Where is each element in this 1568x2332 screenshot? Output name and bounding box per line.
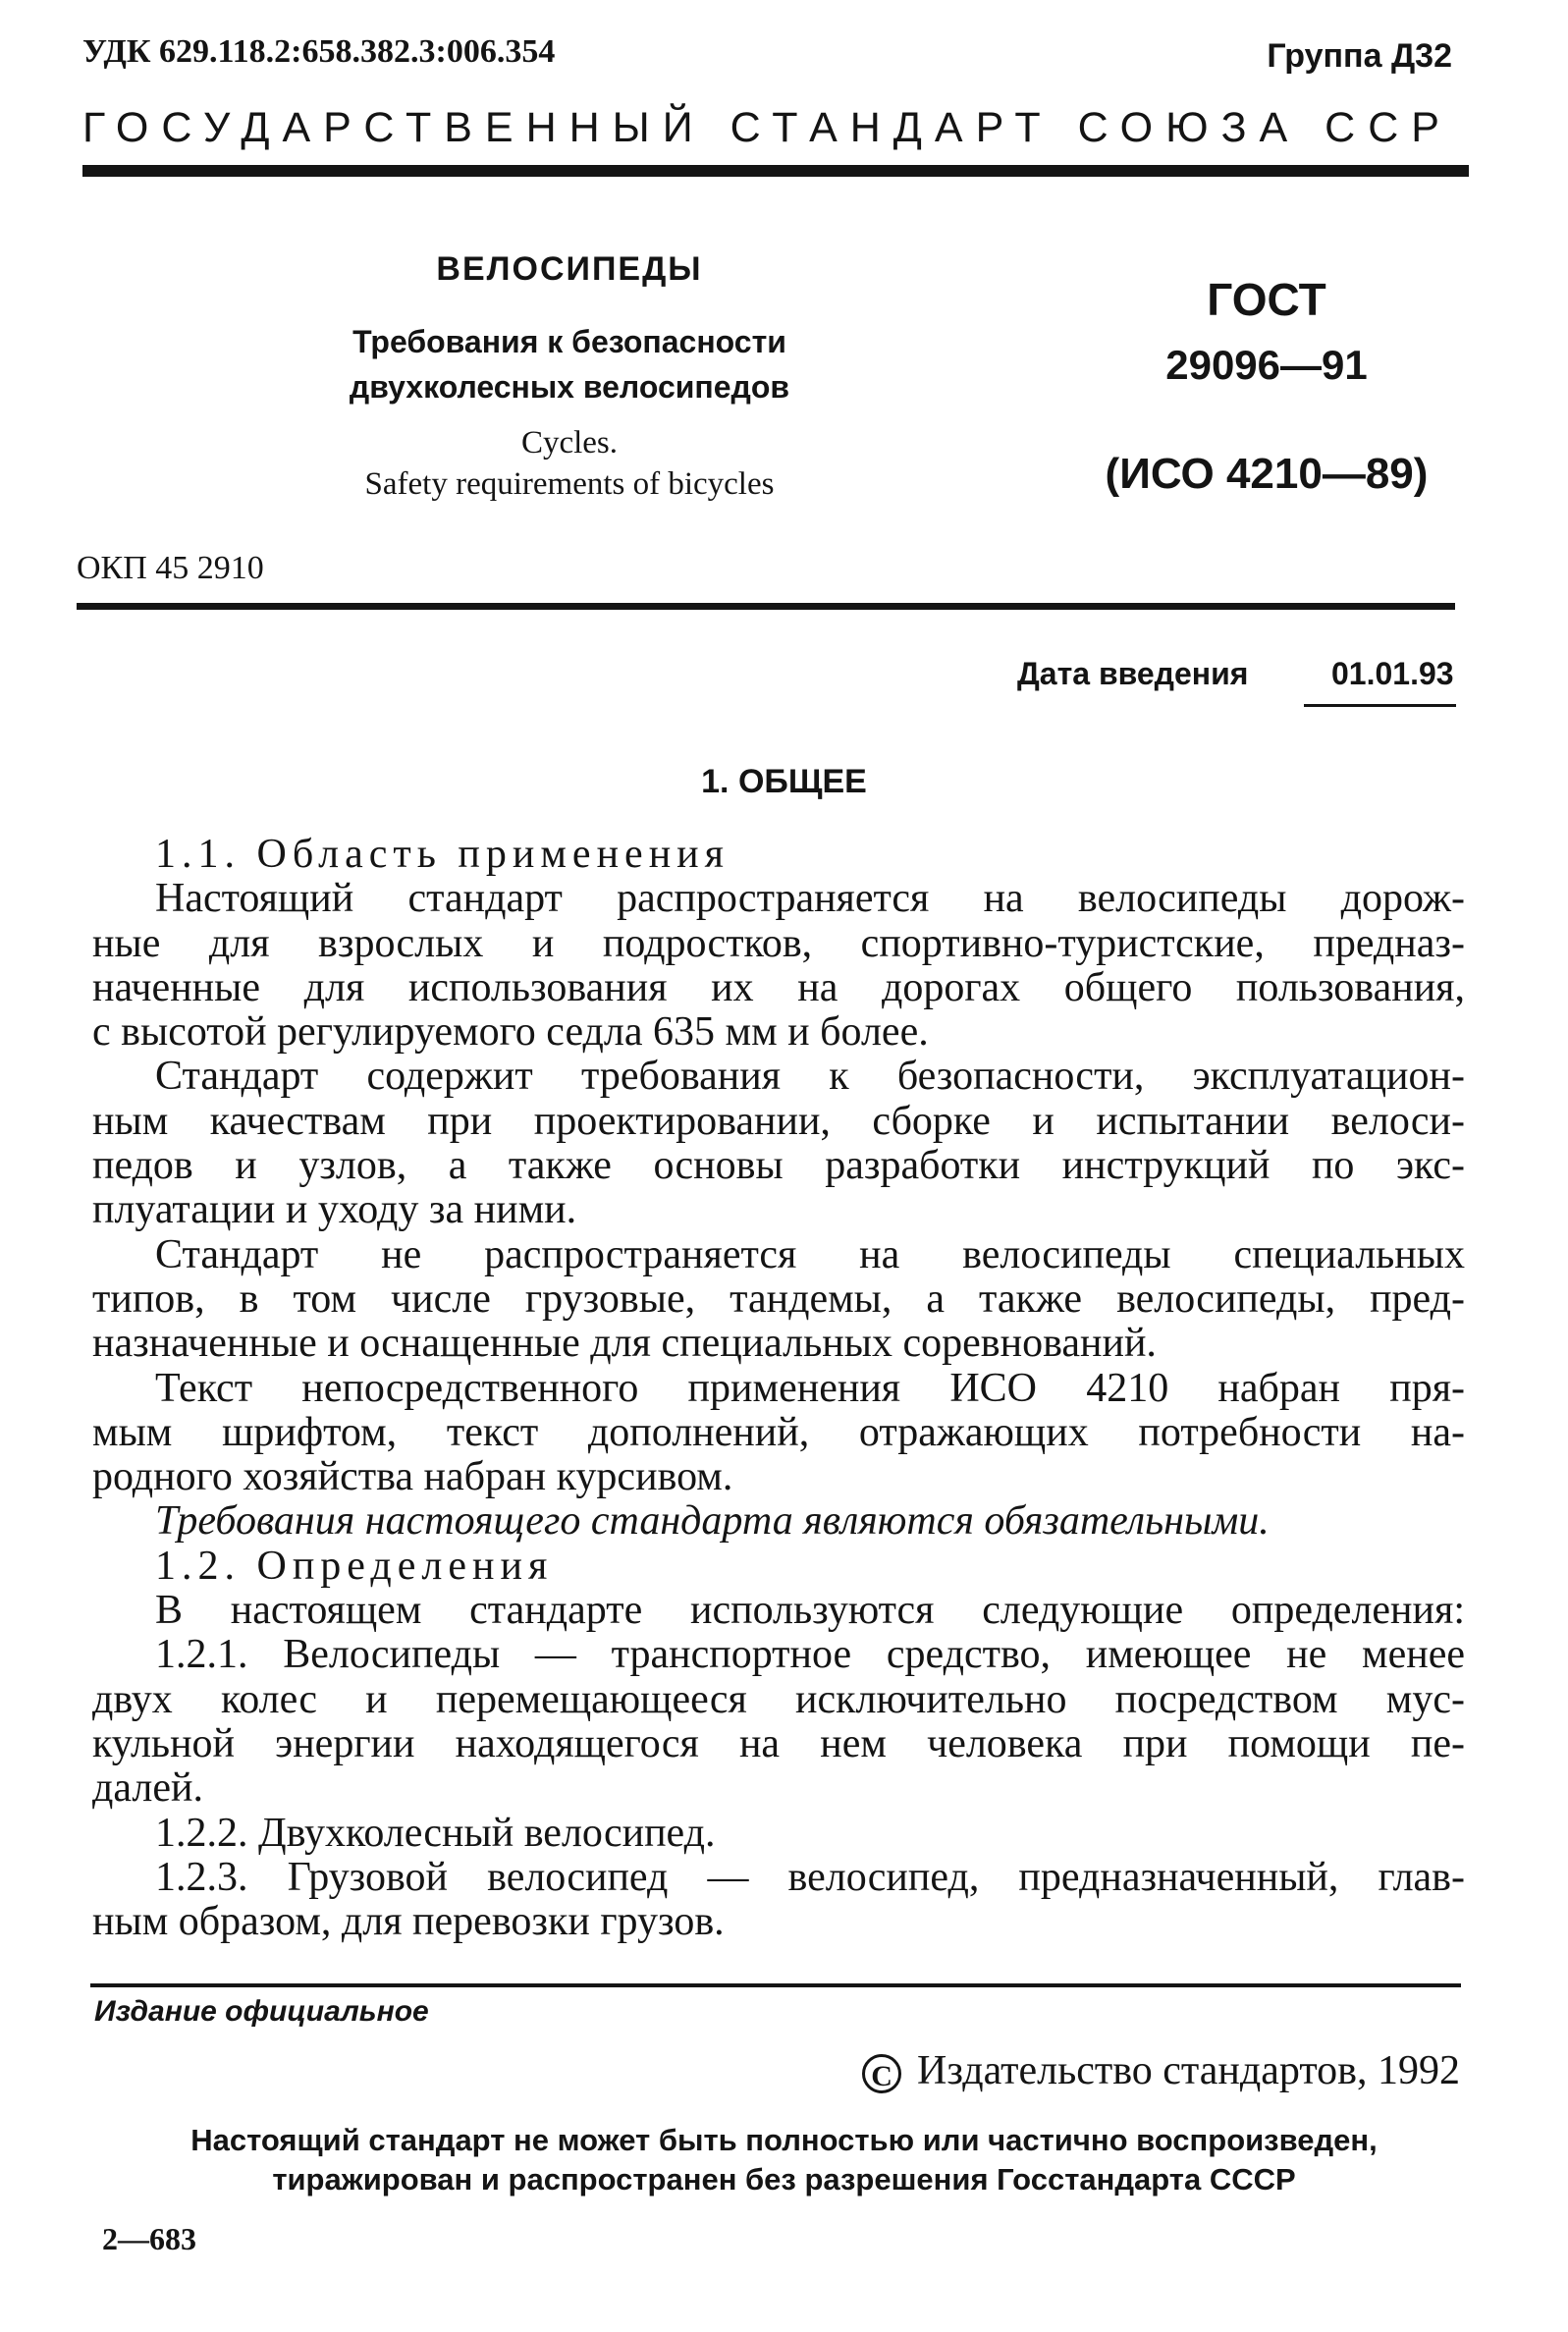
reproduction-notice: [0, 2121, 1568, 2199]
paragraph-line: ным качествам при проектировании, сборке и испытании велоси-: [92, 1098, 1465, 1144]
paragraph-line: Стандарт не распространяется на велосипеды специальных: [155, 1231, 1465, 1277]
paragraph-line: наченные для использования их на дорогах общего пользования,: [92, 964, 1465, 1010]
okp-code: ОКП 45 2910: [77, 550, 264, 586]
state-standard-banner: ГОСУДАРСТВЕННЫЙ СТАНДАРТ СОЮЗА ССР: [82, 104, 1452, 151]
group-code: Группа Д32: [1267, 37, 1452, 75]
paragraph-line: ным образом, для перевозки грузов.: [92, 1899, 725, 1945]
english-title: [314, 422, 825, 505]
copyright: [862, 2047, 1460, 2094]
intro-date-value: 01.01.93: [1331, 656, 1454, 691]
copyright-icon: C: [862, 2054, 901, 2093]
gost-label: ГОСТ: [1207, 274, 1326, 325]
page-code: 2—683: [102, 2221, 196, 2256]
subsection-heading: 1.1. Область применения: [155, 832, 730, 877]
paragraph-line: плуатации и уходу за ними.: [92, 1187, 577, 1233]
subsection-heading: 1.2. Определения: [155, 1543, 554, 1589]
paragraph-line: ные для взрослых и подростков, спортивно-туристские, предназ-: [92, 920, 1465, 966]
subtitle-line: двухколесных велосипедов: [349, 369, 790, 405]
paragraph-line: родного хозяйства набран курсивом.: [92, 1454, 733, 1500]
paragraph-line: мым шрифтом, текст дополнений, отражающих потребности на-: [92, 1409, 1465, 1455]
copyright-text: Издательство стандартов, 1992: [917, 2048, 1460, 2093]
doc-title: ВЕЛОСИПЕДЫ: [436, 250, 703, 288]
intro-date-label: Дата введения: [1017, 656, 1249, 691]
paragraph-line: Текст непосредственного применения ИСО 4210 набран пря-: [155, 1365, 1465, 1411]
paragraph-line: Настоящий стандарт распространяется на велосипеды дорож-: [155, 876, 1465, 922]
paragraph-line: Стандарт содержит требования к безопасности, эксплуатацион-: [155, 1054, 1465, 1100]
edition-label: Издание официальное: [94, 1995, 429, 2028]
body-text: [92, 832, 1465, 1945]
paragraph-line: В настоящем стандарте используются следующие определения:: [155, 1588, 1465, 1634]
subtitle-line: Требования к безопасности: [352, 324, 786, 359]
paragraph-line: назначенные и оснащенные для специальных соревнований.: [92, 1321, 1157, 1367]
udk-code: УДК 629.118.2:658.382.3:006.354: [82, 33, 556, 70]
header-thick-rule: [82, 165, 1469, 177]
paragraph-line: двух колес и перемещающееся исключительно посредством мус-: [92, 1676, 1465, 1722]
english-title-line: Safety requirements of bicycles: [364, 466, 775, 502]
date-underline: [1304, 704, 1456, 707]
paragraph-line: 1.2.1. Велосипеды — транспортное средство, имеющее не менее: [155, 1632, 1465, 1678]
iso-reference: (ИСО 4210—89): [1105, 450, 1429, 498]
paragraph-line: 1.2.2. Двухколесный велосипед.: [155, 1810, 716, 1856]
notice-line: Настоящий стандарт не может быть полностью или частично воспроизведен,: [190, 2123, 1378, 2157]
title-block-rule: [77, 603, 1455, 610]
gost-number: 29096—91: [1165, 342, 1368, 388]
doc-subtitle: [314, 319, 825, 409]
paragraph-line: 1.2.3. Грузовой велосипед — велосипед, предназначенный, глав-: [155, 1854, 1465, 1900]
paragraph-line: с высотой регулируемого седла 635 мм и более.: [92, 1009, 929, 1056]
english-title-line: Cycles.: [520, 425, 619, 461]
mandatory-note: Требования настоящего стандарта являются обязательными.: [155, 1498, 1270, 1545]
footer-rule: [90, 1983, 1461, 1987]
section-title: 1. ОБЩЕЕ: [701, 763, 867, 800]
notice-line: тиражирован и распространен без разрешения Госстандарта СССР: [272, 2162, 1296, 2196]
paragraph-line: далей.: [92, 1765, 203, 1812]
paragraph-line: педов и узлов, а также основы разработки инструкций по экс-: [92, 1143, 1465, 1189]
paragraph-line: кульной энергии находящегося на нем человека при помощи пе-: [92, 1720, 1465, 1766]
paragraph-line: типов, в том числе грузовые, тандемы, а также велосипеды, пред-: [92, 1275, 1465, 1322]
